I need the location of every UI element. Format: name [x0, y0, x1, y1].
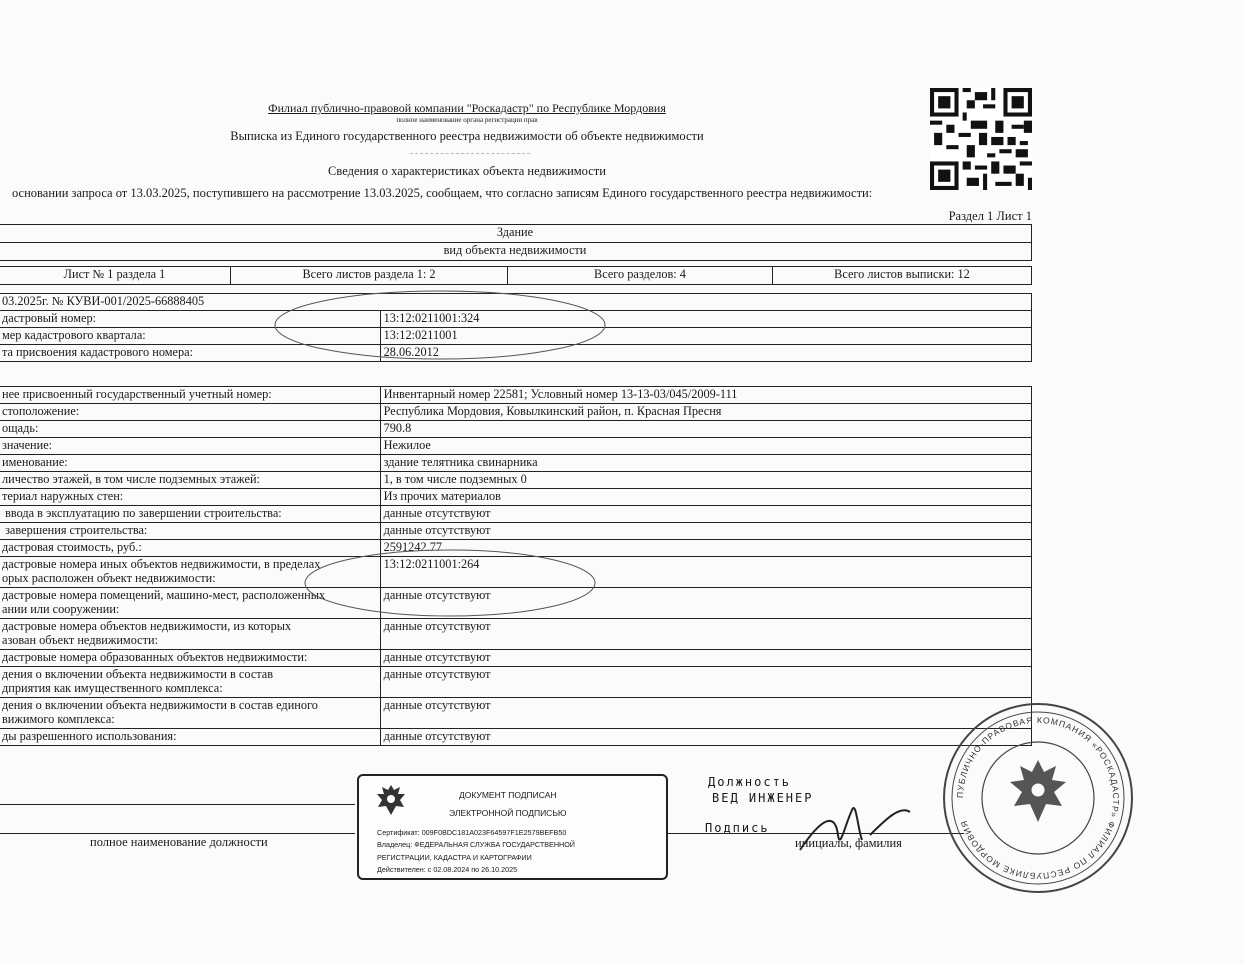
document-subtitle: Сведения о характеристиках объекта недвижимости — [328, 164, 606, 178]
row-label: значение: — [0, 438, 380, 455]
row-label: ввода в эксплуатацию по завершении строительства: — [0, 506, 380, 523]
row-value: данные отсутствуют — [380, 523, 1031, 540]
row-value: 28.06.2012 — [380, 345, 1031, 362]
row-value: данные отсутствуют — [380, 698, 1031, 729]
row-value: 2591242.77 — [380, 540, 1031, 557]
table-row — [0, 667, 1032, 698]
sections-total: Всего разделов: 4 — [508, 267, 773, 285]
table-row — [0, 455, 1032, 472]
pen-ellipse-mark — [270, 285, 610, 365]
table-row — [0, 404, 1032, 421]
svg-text:ПУБЛИЧНО-ПРАВОВАЯ КОМПАНИЯ «РО: ПУБЛИЧНО-ПРАВОВАЯ КОМПАНИЯ «РОСКАДАСТР» ФИЛИАЛ ПО РЕСПУБЛИКЕ МОРДОВИЯ — [954, 714, 1122, 882]
table-row — [0, 506, 1032, 523]
row-label: дастровые номера образованных объектов недвижимости: — [0, 650, 380, 667]
row-label: дастровые номера объектов недвижимости, из которых азован объект недвижимости: — [0, 619, 380, 650]
row-value: Нежилое — [380, 438, 1031, 455]
row-value: 13:12:0211001 — [380, 328, 1031, 345]
row-label: ды разрешенного использования: — [0, 729, 380, 746]
row-label: стоположение: — [0, 404, 380, 421]
organization-name: Филиал публично-правовой компании "Роскадастр" по Республике Мордовия — [268, 101, 666, 115]
row-label: завершения строительства: — [0, 523, 380, 540]
row-value: данные отсутствуют — [380, 506, 1031, 523]
row-label: та присвоения кадастрового номера: — [0, 345, 380, 362]
esign-owner1: Владелец: ФЕДЕРАЛЬНАЯ СЛУЖБА ГОСУДАРСТВЕННОЙ — [377, 840, 575, 849]
esign-owner2: РЕГИСТРАЦИИ, КАДАСТРА И КАРТОГРАФИИ — [377, 853, 532, 862]
signature-scribble — [790, 790, 930, 860]
position-caption: полное наименование должности — [90, 835, 268, 849]
row-label: дастровые номера иных объектов недвижимости, в пределах орых расположен объект недвижимости: — [0, 557, 380, 588]
row-label: ощадь: — [0, 421, 380, 438]
sheets-table — [0, 266, 1032, 285]
sheets-in-section: Всего листов раздела 1: 2 — [231, 267, 508, 285]
faint-divider — [410, 153, 530, 154]
object-type-table — [0, 224, 1032, 261]
row-label: личество этажей, в том числе подземных этажей: — [0, 472, 380, 489]
electronic-signature-block — [357, 774, 668, 880]
sheet-number: Лист № 1 раздела 1 — [0, 267, 231, 285]
table-row — [0, 472, 1032, 489]
object-type: Здание — [0, 225, 1032, 243]
row-value: 13:12:0211001:264 — [380, 557, 1031, 588]
row-value: данные отсутствуют — [380, 667, 1031, 698]
table-row — [0, 650, 1032, 667]
handwritten-position: ВЕД ИНЖЕНЕР — [712, 791, 814, 805]
row-label: дастровые номера помещений, машино-мест, расположенных ании или сооружении: — [0, 588, 380, 619]
row-value: здание телятника свинарника — [380, 455, 1031, 472]
position-underline — [0, 833, 355, 834]
esign-line1: ДОКУМЕНТ ПОДПИСАН — [459, 790, 557, 800]
row-label: дастровый номер: — [0, 311, 380, 328]
qr-code-icon — [930, 88, 1032, 190]
registry-number: 03.2025г. № КУВИ-001/2025-66888405 — [0, 294, 1032, 311]
pen-ellipse-mark — [300, 545, 600, 625]
row-value: Республика Мордовия, Ковылкинский район, п. Красная Пресня — [380, 404, 1031, 421]
row-value: данные отсутствуют — [380, 619, 1031, 650]
table-row — [0, 698, 1032, 729]
round-seal-stamp — [940, 700, 1136, 896]
row-label: мер кадастрового квартала: — [0, 328, 380, 345]
esign-certificate: Сертификат: 009F0BDC181A023F64597F1E2579BEFB50 — [377, 828, 567, 837]
document-title: Выписка из Единого государственного реестра недвижимости об объекте недвижимости — [230, 129, 704, 143]
object-type-caption: вид объекта недвижимости — [0, 243, 1032, 261]
esign-line2: ЭЛЕКТРОННОЙ ПОДПИСЬЮ — [449, 808, 567, 818]
row-value: Из прочих материалов — [380, 489, 1031, 506]
row-label: нее присвоенный государственный учетный номер: — [0, 387, 380, 404]
table-row — [0, 387, 1032, 404]
esign-valid: Действителен: с 02.08.2024 по 26.10.2025 — [377, 865, 518, 874]
row-label: дения о включении объекта недвижимости в состав дприятия как имущественного комплекса: — [0, 667, 380, 698]
row-label: дастровая стоимость, руб.: — [0, 540, 380, 557]
row-label: териал наружных стен: — [0, 489, 380, 506]
handwritten-signature-label: Подпись — [705, 821, 770, 835]
signature-caption: инициалы, фамилия — [795, 836, 902, 850]
row-value: 1, в том числе подземных 0 — [380, 472, 1031, 489]
row-value: Инвентарный номер 22581; Условный номер 13-13-03/045/2009-111 — [380, 387, 1031, 404]
coat-of-arms-icon — [373, 782, 409, 818]
row-value: 13:12:0211001:324 — [380, 311, 1031, 328]
table-row — [0, 438, 1032, 455]
row-value: данные отсутствуют — [380, 729, 1031, 746]
row-label: дения о включении объекта недвижимости в состав единого вижимого комплекса: — [0, 698, 380, 729]
request-text: основании запроса от 13.03.2025, поступившего на рассмотрение 13.03.2025, сообщаем, что согласно записям Единого государственного реестра недвижимости: — [12, 186, 873, 200]
row-value: 790.8 — [380, 421, 1031, 438]
table-row — [0, 421, 1032, 438]
row-label: именование: — [0, 455, 380, 472]
position-line — [0, 804, 355, 805]
sheets-total: Всего листов выписки: 12 — [773, 267, 1032, 285]
row-value: данные отсутствуют — [380, 588, 1031, 619]
row-value: данные отсутствуют — [380, 650, 1031, 667]
table-row — [0, 729, 1032, 746]
table-row — [0, 523, 1032, 540]
handwritten-position-label: Должность — [708, 775, 792, 789]
section-label: Раздел 1 Лист 1 — [948, 209, 1032, 223]
organization-caption: полное наименование органа регистрации прав — [396, 116, 538, 124]
table-row — [0, 489, 1032, 506]
